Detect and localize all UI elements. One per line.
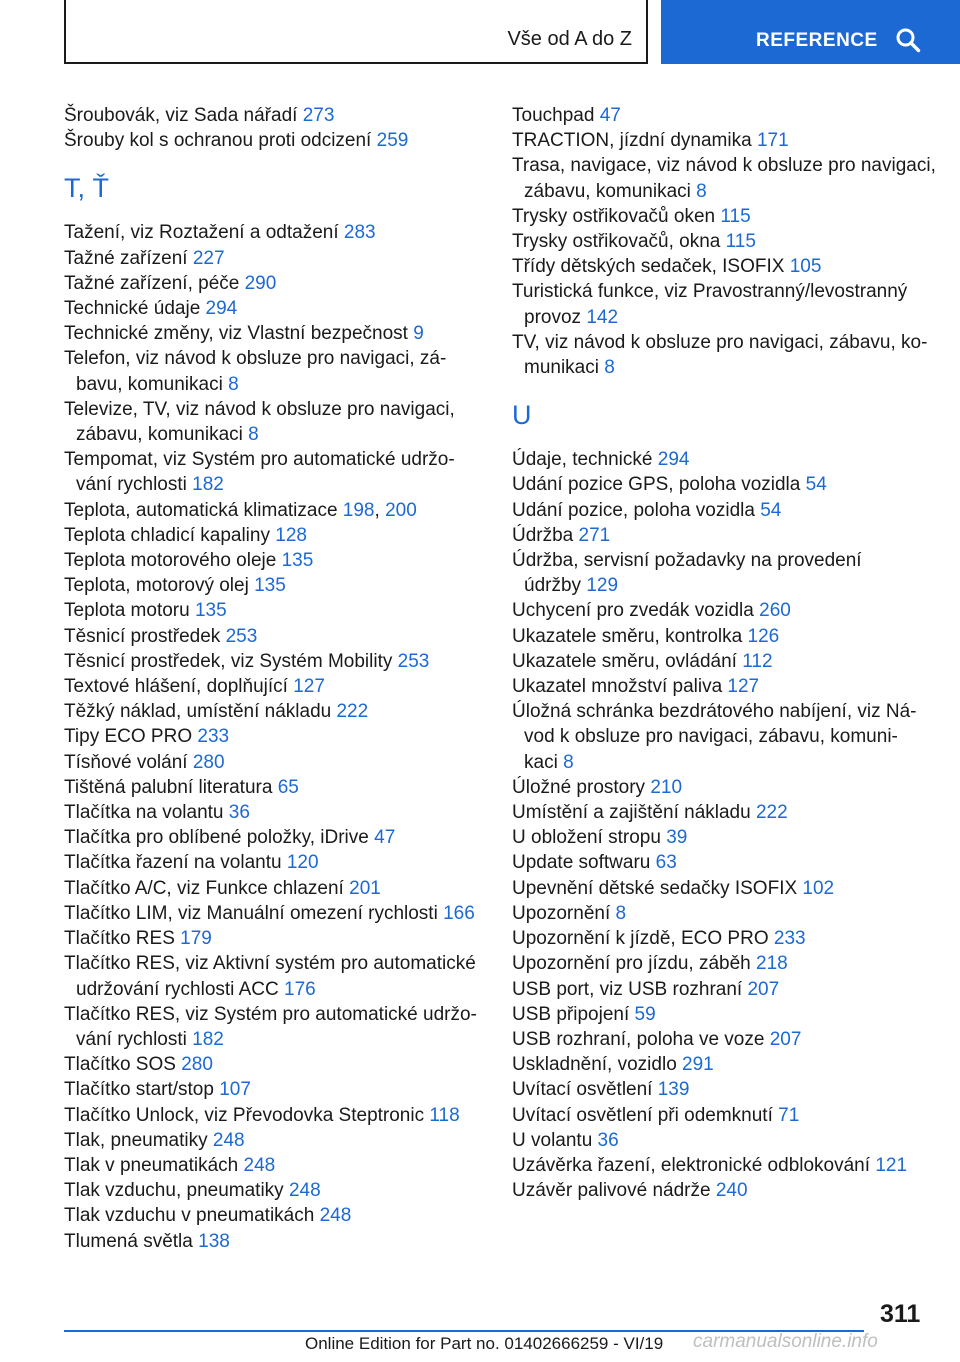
index-entry-text: Teplota motorového oleje [64,550,282,572]
index-entry [512,977,942,1002]
index-entry [512,1027,942,1052]
page-link[interactable]: 294 [205,298,238,320]
index-entry-text: Tlačítko A/C, viz Funkce chlazení [64,877,350,899]
index-entry-text: Update softwaru [512,852,656,874]
page-link[interactable]: 248 [288,1180,321,1202]
index-entry [64,876,484,901]
page-link[interactable]: 233 [773,928,806,950]
index-entry-text: Tlačítko LIM, viz Manuální omezení rychlosti [64,902,444,924]
page-link[interactable]: 127 [727,676,760,698]
index-entry [512,1178,942,1203]
index-entry-text: Tlačítko RES [64,928,181,950]
index-entry [64,1002,484,1052]
page-link[interactable]: 171 [756,130,789,152]
page-link[interactable]: 280 [181,1054,213,1076]
index-entry-text: Tažné zařízení, péče [64,272,245,294]
index-entry-text: Tlačítko start/stop [64,1079,220,1101]
index-entry-text: Ukazatel množství paliva [512,676,728,698]
index-entry-text: bavu, komunikaci [76,373,229,395]
index-entry [512,775,942,800]
index-entry [512,1002,942,1027]
index-entry-text: Trysky ostřikovačů oken [512,205,721,227]
index-entry [64,1203,484,1228]
index-entry [512,1077,942,1102]
page-link[interactable]: 200 [385,499,417,521]
page-link[interactable]: 182 [192,474,224,496]
index-entry-text: Tlačítko SOS [64,1054,182,1076]
page-link[interactable]: 259 [376,130,409,152]
index-entry [512,850,942,875]
index-entry [64,850,484,875]
index-entry-text: TV, viz návod k obsluze pro navigaci, zábavu, ko- [512,331,928,353]
index-entry-text: Uvítací osvětlení [512,1079,658,1101]
page-link[interactable]: 128 [275,524,307,546]
index-entry [64,750,484,775]
index-entry [64,1178,484,1203]
index-entry [64,498,484,523]
index-entry-text: U volantu [512,1129,598,1151]
index-entry-text: TRACTION, jízdní dynamika [512,130,757,152]
page-link[interactable]: 135 [281,550,314,572]
index-entry [64,523,484,548]
index-entry-text: Třídy dětských sedaček, ISOFIX [512,256,790,278]
page-link[interactable]: 8 [696,180,707,202]
page-link[interactable]: 115 [720,205,751,227]
index-entry-text: vod k obsluze pro navigaci, zábavu, komuni- [524,726,898,748]
index-entry [512,153,942,203]
index-entry-text: Úložná schránka bezdrátového nabíjení, viz Ná- [512,701,917,723]
index-entry [64,220,484,245]
index-entry [64,573,484,598]
index-entry-text: zábavu, komunikaci [76,424,249,446]
index-entry [512,103,942,128]
index-entry-text: Upevnění dětské sedačky ISOFIX [512,877,803,899]
index-entry [512,498,942,523]
page-link[interactable]: 129 [586,575,619,597]
index-entry [64,128,484,153]
page-link[interactable]: 135 [254,575,286,597]
index-entry [512,523,942,548]
index-entry [512,1153,942,1178]
search-icon[interactable] [895,27,921,53]
index-entry [512,447,942,472]
index-entry-text: Trysky ostřikovačů, okna [512,231,726,253]
index-entry-text: Umístění a zajištění nákladu [512,802,756,824]
page-link[interactable]: 8 [615,902,627,924]
page-link[interactable]: 210 [650,776,683,798]
index-entry [512,825,942,850]
index-entry [64,699,484,724]
index-entry [512,330,942,380]
index-entry [64,1128,484,1153]
index-entry [512,926,942,951]
index-entry-text: Televize, TV, viz návod k obsluze pro navigaci, [64,398,455,420]
page-link[interactable]: 207 [769,1028,802,1050]
index-entry-text: Těžký náklad, umístění nákladu [64,701,337,723]
page-link[interactable]: 290 [244,272,277,294]
index-entry [64,1229,484,1254]
index-entry-text: Tísňové volání [64,751,193,773]
index-entry [512,624,942,649]
page-link[interactable]: 253 [397,650,430,672]
index-entry [512,674,942,699]
index-entry-text: Ukazatele směru, kontrolka [512,625,748,647]
index-entry [64,271,484,296]
page-link[interactable]: 176 [284,978,316,1000]
page-link[interactable]: 127 [293,676,325,698]
index-entry [64,1153,484,1178]
page-link[interactable]: 8 [248,424,259,446]
page-link[interactable]: 120 [286,852,319,874]
page-link[interactable]: 126 [747,625,780,647]
index-entry-text: Úložné prostory [512,776,651,798]
index-entry-text: Šrouby kol s ochranou proti odcizení [64,130,377,152]
index-entry [512,1052,942,1077]
index-entry [64,103,484,128]
index-entry [64,346,484,396]
page-link[interactable]: 47 [599,105,621,126]
page-link[interactable]: 260 [759,600,791,622]
index-entry [64,901,484,926]
page-link[interactable]: 63 [655,852,677,874]
page-link[interactable]: 248 [319,1205,352,1227]
page-link[interactable]: 207 [747,978,780,1000]
watermark: carmanualsonline.info [693,1331,878,1352]
page-link[interactable]: 115 [725,231,756,253]
index-entry-text: údržby [524,575,587,597]
index-entry [64,548,484,573]
index-entry-text: munikaci [524,357,605,379]
page-link[interactable]: 253 [225,625,258,647]
index-entry-text: Údržba [512,524,579,546]
index-entry-text: Tažení, viz Roztažení a odtažení [64,222,344,244]
page-number: 311 [880,1300,921,1328]
section-header [64,0,648,64]
page-link[interactable]: 271 [578,524,611,546]
page-link[interactable]: 283 [343,222,376,244]
index-entry-text: Tlačítko Unlock, viz Převodovka Steptronic [64,1104,430,1126]
section-title: Vše od A do Z [507,28,632,50]
page-link[interactable]: 8 [228,373,239,395]
index-entry-text: Trasa, navigace, viz návod k obsluze pro navigaci, [512,155,936,177]
index-entry-text: Údaje, technické [512,449,658,471]
index-entry-text: Tlačítko RES, viz Systém pro automatické udržo- [64,1003,477,1025]
page-link[interactable]: 280 [192,751,225,773]
edition-text: Online Edition for Part no. 01402666259 - VI/19 [305,1334,664,1353]
index-entry-text: Tlačítko RES, viz Aktivní systém pro automatické [64,953,476,975]
reference-label: REFERENCE [756,30,878,51]
page-link[interactable]: 65 [277,776,299,798]
index-column-right [512,103,942,1203]
page-link[interactable]: 222 [336,701,369,723]
page-link[interactable]: 107 [219,1079,251,1101]
index-entry-text: Upozornění pro jízdu, záběh [512,953,756,975]
page-link[interactable]: 54 [805,474,827,496]
index-entry-text: Technické údaje [64,298,206,320]
page-link[interactable]: 105 [789,256,822,278]
index-entry [512,128,942,153]
index-entry-text: Teplota, automatická klimatizace [64,499,343,521]
index-entry [64,397,484,447]
index-entry-text: Tlačítka řazení na volantu [64,852,287,874]
page-link[interactable]: 54 [760,499,782,521]
page-link[interactable]: 248 [243,1154,276,1176]
index-entry [512,598,942,623]
index-letter-heading: T, Ť [64,173,109,204]
index-entry [512,876,942,901]
index-entry [512,699,942,775]
index-entry [512,1103,942,1128]
index-entry-text: USB rozhraní, poloha ve voze [512,1028,770,1050]
index-entry-text: vání rychlosti [76,474,193,496]
index-entry [64,800,484,825]
index-entry-text: Tempomat, viz Systém pro automatické udržo- [64,449,455,471]
page-link[interactable]: 36 [228,802,250,824]
page-link[interactable]: 102 [802,877,835,899]
page-link[interactable]: 233 [197,726,230,748]
index-entry-text: Tlumená světla [64,1230,199,1252]
index-entry [512,254,942,279]
page-link[interactable]: 39 [666,827,688,849]
page-link[interactable]: 294 [657,449,690,471]
index-entry-text: Tlak vzduchu v pneumatikách [64,1205,320,1227]
page-link[interactable]: 273 [302,105,335,126]
index-entry-text: USB port, viz USB rozhraní [512,978,748,1000]
page-link[interactable]: 198 [342,499,375,521]
index-entry-text: Tlak v pneumatikách [64,1154,244,1176]
page-link[interactable]: 36 [597,1129,619,1151]
index-entry-text: vání rychlosti [76,1028,193,1050]
page-link[interactable]: 142 [586,306,619,328]
page-link[interactable]: 291 [682,1054,714,1076]
index-entry-text: kaci [524,751,564,773]
page-link[interactable]: 227 [192,247,225,269]
index-entry-text: Uzávěrka řazení, elektronické odblokování [512,1154,876,1176]
index-entry [64,624,484,649]
index-entry-text: Údržba, servisní požadavky na provedení [512,550,862,572]
index-entry-text: udržování rychlosti ACC [76,978,285,1000]
index-entry [64,598,484,623]
page-link[interactable]: 59 [634,1003,656,1025]
index-entry-text: Touchpad [512,105,600,126]
index-entry [64,649,484,674]
index-entry-text: Uskladnění, vozidlo [512,1054,683,1076]
index-entry-text: Těsnicí prostředek [64,625,226,647]
index-entry [64,1052,484,1077]
index-entry-text: Tlačítka na volantu [64,802,229,824]
page-link[interactable]: 71 [778,1104,800,1126]
page-link[interactable]: 8 [604,357,615,379]
index-entry-text: Upozornění [512,902,616,924]
index-entry [512,204,942,229]
index-entry [64,1077,484,1102]
index-entry-text: zábavu, komunikaci [524,180,697,202]
index-entry [64,296,484,321]
page-link[interactable]: 47 [374,827,396,849]
index-entry-text: Teplota motoru [64,600,195,622]
index-entry [512,1128,942,1153]
index-column-left [64,103,484,1254]
index-entry [512,951,942,976]
index-entry-text: Tažné zařízení [64,247,193,269]
index-entry [64,1103,484,1128]
page-link[interactable]: 139 [657,1079,690,1101]
index-entry-text: Tištěná palubní literatura [64,776,278,798]
index-entry-text: Ukazatele směru, ovládání [512,650,743,672]
page-link[interactable]: 166 [443,902,475,924]
index-entry [512,229,942,254]
index-entry [64,951,484,1001]
index-entry-text: Telefon, viz návod k obsluze pro navigaci, zá- [64,348,447,370]
index-entry [512,800,942,825]
page-link[interactable]: 218 [756,953,788,975]
index-entry-text: Upozornění k jízdě, ECO PRO [512,928,774,950]
page-link[interactable]: 112 [742,650,773,672]
page-link[interactable]: 135 [194,600,227,622]
index-entry [64,724,484,749]
index-entry-text: provoz [524,306,587,328]
page-link[interactable]: 248 [212,1129,245,1151]
index-entry [512,279,942,329]
index-entry-text: Uchycení pro zvedák vozidla [512,600,760,622]
index-entry-text: Tlak vzduchu, pneumatiky [64,1180,289,1202]
index-entry-text: Těsnicí prostředek, viz Systém Mobility [64,650,398,672]
index-entry [64,825,484,850]
page-link[interactable]: 182 [192,1028,224,1050]
page-link[interactable]: 8 [563,751,574,773]
index-entry-text: Tlak, pneumatiky [64,1129,213,1151]
index-entry [512,649,942,674]
page-link[interactable]: 179 [180,928,212,950]
index-entry [64,447,484,497]
index-entry-text: Uvítací osvětlení při odemknutí [512,1104,779,1126]
index-entry-text: Textové hlášení, doplňující [64,676,294,698]
index-entry-text: U obložení stropu [512,827,667,849]
index-entry [512,901,942,926]
page-link[interactable]: 9 [413,323,424,345]
page-link[interactable]: 222 [755,802,788,824]
index-entry [512,472,942,497]
index-letter-heading: U [512,400,532,431]
page-link[interactable]: 138 [198,1230,230,1252]
index-entry-text: Teplota, motorový olej [64,575,255,597]
index-entry-text: Udání pozice, poloha vozidla [512,499,761,521]
index-entry-text: Technické změny, viz Vlastní bezpečnost [64,323,414,345]
page-link[interactable]: 240 [715,1180,748,1202]
index-entry [64,926,484,951]
index-entry-text: USB připojení [512,1003,635,1025]
index-entry-text: Teplota chladicí kapaliny [64,524,276,546]
index-entry [512,548,942,598]
index-entry-text: Šroubovák, viz Sada nářadí [64,105,303,126]
index-entry-text: Udání pozice GPS, poloha vozidla [512,474,806,496]
reference-header[interactable] [661,0,960,64]
index-entry-text: Tipy ECO PRO [64,726,198,748]
index-entry [64,775,484,800]
index-entry [64,246,484,271]
page-link[interactable]: 118 [429,1104,460,1126]
index-entry [64,674,484,699]
index-entry-text: Uzávěr palivové nádrže [512,1180,716,1202]
index-entry [64,321,484,346]
page-link[interactable]: 201 [349,877,381,899]
index-entry-text: Turistická funkce, viz Pravostranný/levostranný [512,281,908,303]
index-entry-text: Tlačítka pro oblíbené položky, iDrive [64,827,375,849]
page-separator: , [374,499,386,521]
page-link[interactable]: 121 [875,1154,908,1176]
